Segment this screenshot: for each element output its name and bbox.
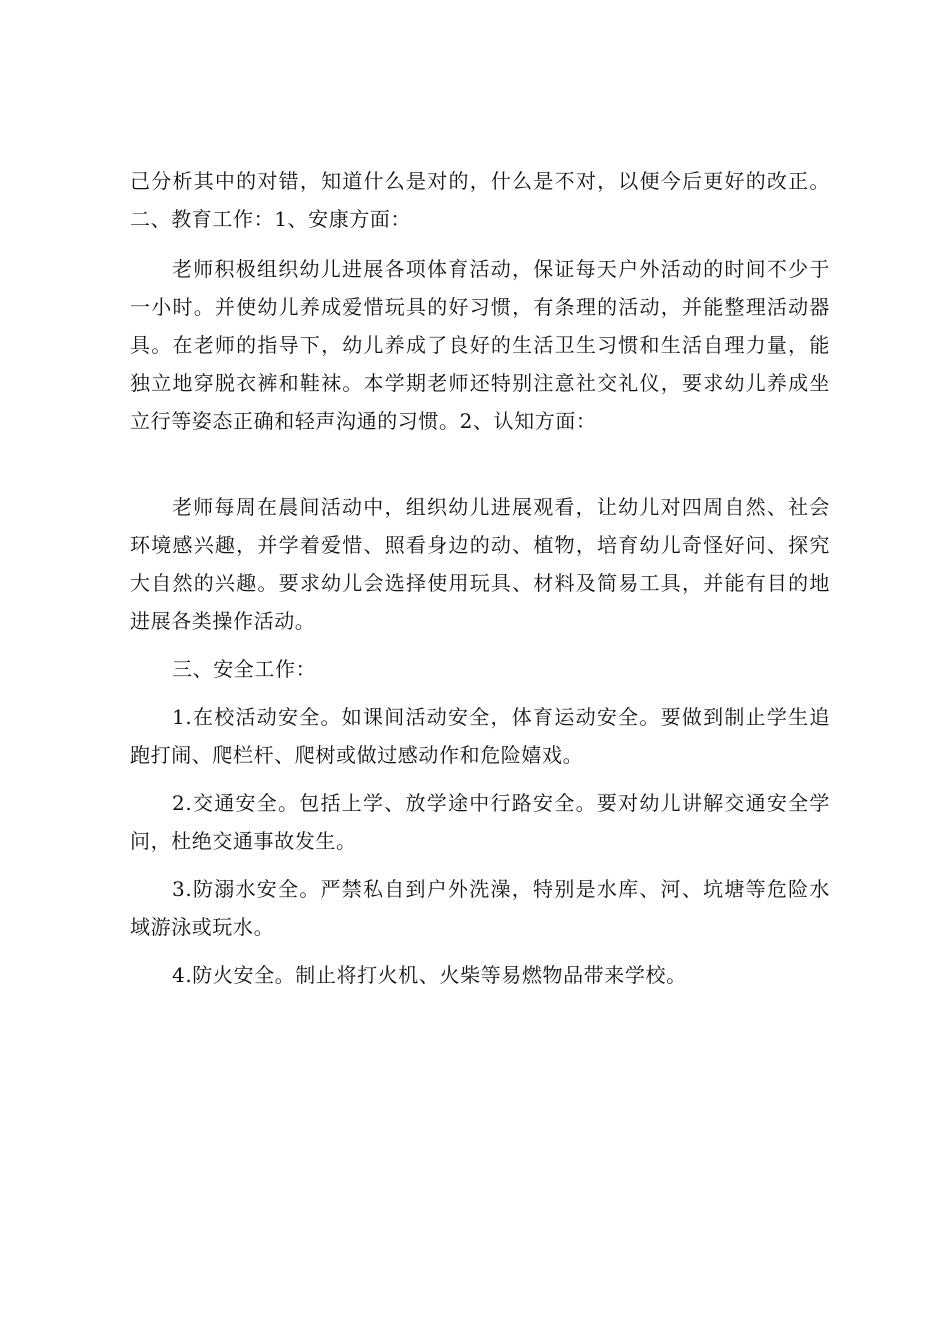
document-page <box>130 162 830 994</box>
list-item-drowning-safety: 3.防溺水安全。严禁私自到户外洗澡，特别是水库、河、坑塘等危险水域游泳或玩水。 <box>130 877 830 939</box>
list-item-fire-safety: 4.防火安全。制止将打火机、火柴等易燃物品带来学校。 <box>172 963 687 987</box>
section-heading-safety: 三、安全工作： <box>172 657 317 681</box>
paragraph-cognition: 老师每周在晨间活动中，组织幼儿进展观看，让幼儿对四周自然、社会环境感兴趣，并学着爱惜、照看身边的动、植物，培育幼儿奇怪好问、探究大自然的兴趣。要求幼儿会选择使用玩具、材料及简易工具，并能有目的地进展各类操作活动。 <box>130 495 830 633</box>
list-item-traffic-safety: 2.交通安全。包括上学、放学途中行路安全。要对幼儿讲解交通安全学问，杜绝交通事故发生。 <box>130 791 830 853</box>
list-item-school-safety: 1.在校活动安全。如课间活动安全，体育运动安全。要做到制止学生追跑打闹、爬栏杆、爬树或做过感动作和危险嬉戏。 <box>130 705 830 767</box>
paragraph-health: 老师积极组织幼儿进展各项体育活动，保证每天户外活动的时间不少于一小时。并使幼儿养成爱惜玩具的好习惯，有条理的活动，并能整理活动器具。在老师的指导下，幼儿养成了良好的生活卫生习惯和生活自理力量，能独立地穿脱衣裤和鞋袜。本学期老师还特别注意社交礼仪，要求幼儿养成坐立行等姿态正确和轻声沟通的习惯。2、认知方面： <box>130 257 830 433</box>
paragraph-continuation: 己分析其中的对错，知道什么是对的，什么是不对，以便今后更好的改正。二、教育工作：1、安康方面： <box>130 169 830 231</box>
